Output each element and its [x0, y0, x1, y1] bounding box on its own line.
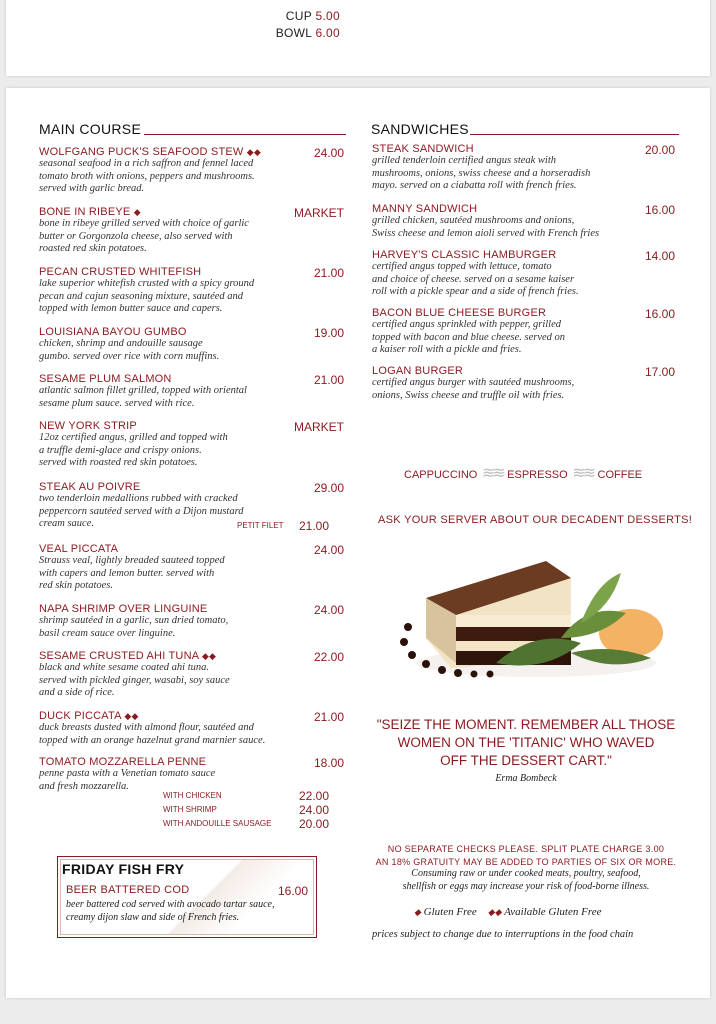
item-name: [39, 266, 344, 278]
penne-option-label: WITH CHICKEN: [163, 791, 222, 800]
main-course-rule: [144, 134, 346, 135]
gratuity-note: AN 18% GRATUITY MAY BE ADDED TO PARTIES OF SIX OR MORE.: [375, 856, 677, 867]
item-description: [39, 338, 344, 363]
main-course-item: [39, 420, 344, 470]
item-name-text: DUCK PICCATA: [39, 710, 122, 722]
gluten-diamond-icon: ◆: [133, 207, 141, 217]
gluten-diamond-icon: ◆◆: [201, 651, 217, 661]
description-line: mayo. served on a ciabatta roll with french fries.: [372, 180, 577, 191]
description-line: penne pasta with a Venetian tomato sauce: [39, 768, 216, 779]
cup-label: CUP: [285, 9, 312, 23]
item-name: [39, 146, 344, 158]
quote-line: OFF THE DESSERT CART.": [440, 753, 612, 768]
main-course-item: [39, 543, 344, 593]
sandwich-item: [372, 143, 675, 193]
divider-wave-icon: ≋≋: [570, 465, 595, 482]
description-line: topped with an orange hazelnut grand marnier sauce.: [39, 734, 266, 746]
item-description: [39, 615, 344, 640]
penne-option-label: WITH ANDOUILLE SAUSAGE: [163, 819, 272, 828]
soup-cup-row: [286, 9, 340, 23]
dessert-prompt: ASK YOUR SERVER ABOUT OUR DECADENT DESSERTS!: [378, 514, 693, 526]
main-course-title: MAIN COURSE: [39, 121, 142, 137]
item-name-text: LOUISIANA BAYOU GUMBO: [39, 326, 187, 338]
sandwich-item: [372, 203, 675, 240]
description-line: and fresh mozzarella.: [39, 780, 129, 792]
sandwiches-title: SANDWICHES: [371, 121, 469, 137]
item-description: [39, 555, 344, 593]
item-description: [372, 215, 675, 240]
price-change-note: prices subject to change due to interruptions in the food chain: [372, 929, 634, 940]
tiramisu-image: [396, 543, 671, 698]
description-line: two tenderloin medallions rubbed with cracked: [39, 493, 238, 504]
description-line: tomato broth with onions, peppers and mushrooms.: [39, 170, 255, 182]
description-line: certified angus burger with sautéed mushrooms,: [372, 377, 575, 388]
item-price: 24.00: [313, 543, 344, 557]
consumption-warning: shellfish or eggs may increase your risk of food-borne illness.: [402, 880, 650, 892]
item-description: [39, 432, 344, 470]
description-line: peppercorn sautéed served with a Dijon mustard: [39, 505, 244, 517]
description-line: topped with lemon butter sauce and capers.: [39, 303, 223, 314]
item-price: 22.00: [313, 650, 344, 664]
description-line: a kaiser roll with a pickle and fries.: [372, 344, 522, 355]
item-price: 16.00: [644, 203, 675, 217]
fish-desc-line: creamy dijon slaw and side of French fries.: [66, 911, 240, 923]
main-course-item: [39, 481, 344, 531]
item-name: HARVEY'S CLASSIC HAMBURGER: [372, 249, 557, 261]
coffee-row: [404, 463, 642, 483]
description-line: a truffle demi-glace and crispy onions.: [39, 444, 202, 456]
item-name-text: PECAN CRUSTED WHITEFISH: [39, 266, 202, 278]
item-price: 19.00: [313, 326, 344, 340]
main-menu-card: [6, 88, 710, 998]
soup-bowl-row: [276, 26, 340, 40]
item-description: [372, 261, 675, 299]
gluten-diamond-icon: ◆◆: [246, 147, 262, 157]
description-line: onions, Swiss cheese and truffle oil with fries.: [372, 389, 565, 401]
item-name: MANNY SANDWICH: [372, 203, 478, 215]
friday-fish-fry-title: FRIDAY FISH FRY: [62, 861, 185, 877]
item-name-text: TOMATO MOZZARELLA PENNE: [39, 756, 207, 768]
description-line: certified angus topped with lettuce, tomato: [372, 261, 552, 272]
description-line: seasonal seafood in a rich saffron and fennel laced: [39, 158, 254, 169]
quote-line: WOMEN ON THE 'TITANIC' WHO WAVED: [397, 735, 655, 750]
quote-author: Erma Bombeck: [495, 773, 557, 784]
description-line: Strauss veal, lightly breaded sauteed topped: [39, 555, 225, 566]
description-line: chicken, shrimp and andouille sausage: [39, 338, 203, 349]
sandwich-item: [372, 365, 675, 402]
description-line: topped with bacon and blue cheese. served on: [372, 331, 566, 343]
item-name: [39, 481, 344, 493]
item-name-text: VEAL PICCATA: [39, 543, 119, 555]
description-line: red skin potatoes.: [39, 580, 113, 591]
divider-wave-icon: ≋≋: [480, 465, 505, 482]
item-price: 14.00: [644, 249, 675, 263]
item-price: 18.00: [313, 756, 344, 770]
main-course-item: [39, 756, 344, 793]
item-price: 24.00: [313, 146, 344, 160]
item-description: [372, 155, 675, 193]
description-line: black and white sesame coated ahi tuna.: [39, 662, 210, 673]
item-name: [39, 373, 344, 385]
top-menu-card: [6, 0, 710, 76]
item-name-text: STEAK AU POIVRE: [39, 481, 141, 493]
gluten-free-diamond-icon: ◆: [414, 907, 421, 917]
description-line: gumbo. served over rice with corn muffins.: [39, 350, 220, 362]
description-line: cream sauce.: [39, 518, 95, 529]
description-line: duck breasts dusted with almond flour, sautéed and: [39, 722, 254, 733]
item-description: [39, 662, 344, 700]
item-price: 24.00: [313, 603, 344, 617]
description-line: basil cream sauce over linguine.: [39, 627, 176, 639]
item-description: [39, 218, 344, 256]
description-line: lake superior whitefish crusted with a spicy ground: [39, 278, 255, 289]
fish-desc-line: beer battered cod served with avocado tartar sauce,: [66, 899, 275, 910]
item-name: LOGAN BURGER: [372, 365, 464, 377]
description-line: mushrooms, onions, swiss cheese and a horseradish: [372, 167, 591, 179]
item-description: [39, 722, 344, 747]
bowl-price: 6.00: [315, 26, 340, 40]
gluten-diamond-icon: ◆◆: [124, 711, 139, 721]
description-line: grilled chicken, sautéed mushrooms and onions,: [372, 215, 575, 226]
item-price: 21.00: [313, 373, 344, 387]
gluten-legend: [414, 906, 601, 918]
item-name-text: SESAME PLUM SALMON: [39, 373, 172, 385]
item-price: MARKET: [293, 206, 344, 220]
menu-notes: [366, 843, 686, 893]
description-line: bone in ribeye grilled served with choice of garlic: [39, 218, 249, 229]
main-course-item: [39, 146, 344, 196]
description-line: shrimp sautéed in a garlic, sun dried tomato,: [39, 615, 229, 626]
item-description: [372, 377, 675, 402]
coffee-item-espresso: ESPRESSO: [507, 469, 568, 481]
item-price: 16.00: [644, 307, 675, 321]
main-course-item: [39, 650, 344, 700]
gluten-free-label: Gluten Free: [423, 906, 477, 918]
available-gluten-free-label: Available Gluten Free: [504, 906, 602, 918]
item-name: [39, 326, 344, 338]
description-line: pecan and cajun seasoning mixture, sautéed and: [39, 290, 244, 302]
main-course-item: [39, 326, 344, 363]
cup-price: 5.00: [315, 9, 340, 23]
dessert-quote: [376, 716, 676, 770]
item-name-text: NEW YORK STRIP: [39, 420, 137, 432]
quote-line: "SEIZE THE MOMENT. REMEMBER ALL THOSE: [376, 717, 676, 732]
item-name: [39, 603, 344, 615]
penne-option-label: WITH SHRIMP: [163, 805, 217, 814]
item-price: 20.00: [644, 143, 675, 157]
item-name-text: BONE IN RIBEYE: [39, 206, 131, 218]
description-line: served with garlic bread.: [39, 183, 145, 194]
description-line: roll with a pickle spear and a side of french fries.: [372, 286, 579, 297]
item-price: MARKET: [293, 420, 344, 434]
item-description: [39, 158, 344, 196]
main-course-item: [39, 603, 344, 640]
sandwiches-rule: [470, 134, 679, 135]
item-name: BACON BLUE CHEESE BURGER: [372, 307, 547, 319]
item-name-text: SESAME CRUSTED AHI TUNA: [39, 650, 199, 662]
fish-item-description: [66, 899, 274, 924]
coffee-item-cappuccino: CAPPUCCINO: [404, 469, 478, 481]
petit-filet-price: 21.00: [299, 519, 330, 533]
item-price: 21.00: [313, 266, 344, 280]
item-name-text: NAPA SHRIMP OVER LINGUINE: [39, 603, 208, 615]
description-line: atlantic salmon fillet grilled, topped with oriental: [39, 385, 247, 396]
description-line: Swiss cheese and lemon aioli served with French fries: [372, 227, 600, 239]
fish-item-name: BEER BATTERED COD: [66, 884, 190, 896]
item-name: [39, 650, 344, 662]
consumption-warning: Consuming raw or under cooked meats, poultry, seafood,: [411, 868, 641, 879]
description-line: served with pickled ginger, wasabi, soy sauce: [39, 674, 230, 686]
description-line: butter or Gorgonzola cheese, also served with: [39, 230, 233, 242]
coffee-item-coffee: COFFEE: [597, 469, 643, 481]
penne-option-price: 20.00: [299, 817, 330, 831]
bowl-label: BOWL: [275, 26, 312, 40]
description-line: 12oz certified angus, grilled and topped with: [39, 432, 228, 443]
fish-item-price: 16.00: [277, 884, 308, 898]
description-line: with capers and lemon butter. served with: [39, 567, 215, 579]
description-line: certified angus sprinkled with pepper, grilled: [372, 319, 561, 330]
penne-option-price: 24.00: [299, 803, 330, 817]
description-line: and a side of rice.: [39, 687, 115, 698]
main-course-item: [39, 373, 344, 410]
item-name: [39, 543, 344, 555]
item-price: 17.00: [644, 365, 675, 379]
description-line: sesame plum sauce. served with rice.: [39, 397, 195, 409]
item-name: [39, 710, 344, 722]
item-description: [39, 278, 344, 316]
item-description: [39, 385, 344, 410]
description-line: served with roasted red skin potatoes.: [39, 457, 198, 468]
main-course-item: [39, 710, 344, 747]
item-price: 29.00: [313, 481, 344, 495]
sandwich-item: [372, 307, 675, 357]
item-description: [372, 319, 675, 357]
description-line: grilled tenderloin certified angus steak with: [372, 155, 557, 166]
item-name-text: WOLFGANG PUCK'S SEAFOOD STEW: [39, 146, 244, 158]
description-line: and choice of cheese. served on a sesame kaiser: [372, 273, 575, 285]
sandwich-item: [372, 249, 675, 299]
split-charge-note: NO SEPARATE CHECKS PLEASE. SPLIT PLATE CHARGE 3.00: [387, 844, 665, 854]
friday-fish-fry-box: [57, 856, 317, 938]
main-course-item: [39, 266, 344, 316]
item-name: STEAK SANDWICH: [372, 143, 474, 155]
description-line: roasted red skin potatoes.: [39, 243, 147, 254]
penne-option-price: 22.00: [299, 789, 330, 803]
petit-filet-label: PETIT FILET: [237, 521, 284, 530]
item-price: 21.00: [313, 710, 344, 724]
available-gluten-free-diamond-icon: ◆◆: [487, 907, 502, 917]
main-course-item: [39, 206, 344, 256]
item-name: [39, 756, 344, 768]
